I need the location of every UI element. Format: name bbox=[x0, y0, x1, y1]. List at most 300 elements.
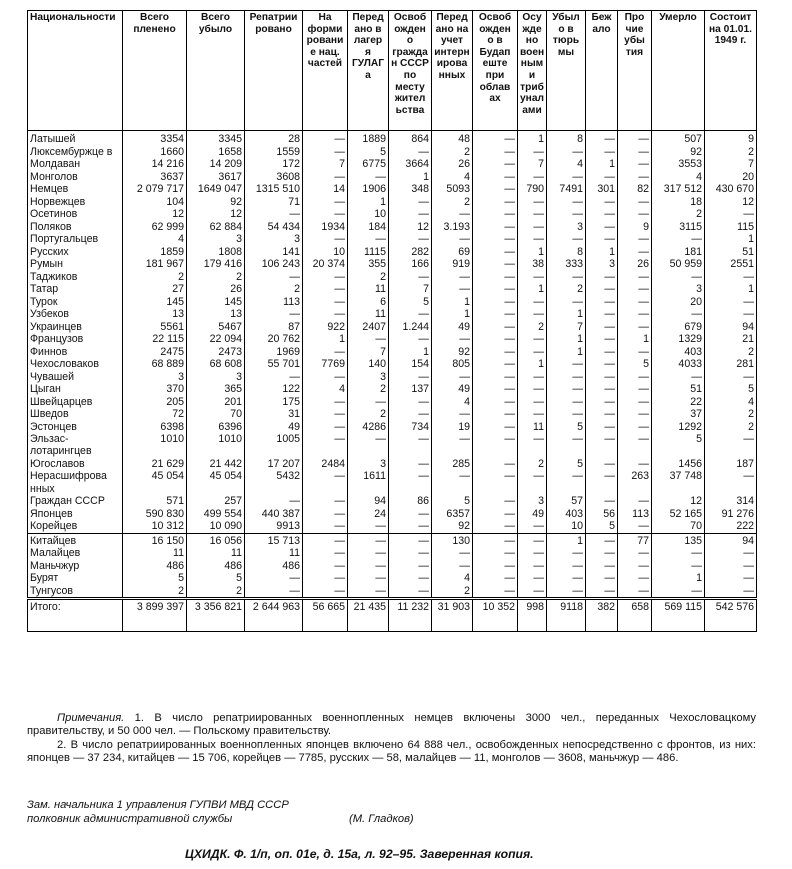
value-cell: 179 416 bbox=[187, 258, 245, 271]
total-value: 542 576 bbox=[705, 599, 757, 632]
nationality-cell: Цыган bbox=[28, 383, 123, 396]
value-cell: 499 554 bbox=[187, 508, 245, 521]
value-cell: — bbox=[473, 308, 518, 321]
value-cell: — bbox=[303, 131, 348, 146]
value-cell: 3 bbox=[348, 458, 389, 471]
value-cell: — bbox=[547, 171, 586, 184]
value-cell: 790 bbox=[518, 183, 547, 196]
table-row bbox=[28, 158, 757, 171]
value-cell: 9 bbox=[705, 131, 757, 146]
value-cell: 145 bbox=[187, 296, 245, 309]
value-cell: 94 bbox=[705, 321, 757, 334]
notes-label: Примечания. bbox=[57, 712, 125, 724]
value-cell: — bbox=[586, 470, 618, 495]
value-cell: 20 762 bbox=[245, 333, 303, 346]
value-cell: 14 216 bbox=[123, 158, 187, 171]
value-cell: 1 bbox=[432, 308, 473, 321]
value-cell: 3637 bbox=[123, 171, 187, 184]
value-cell: 5561 bbox=[123, 321, 187, 334]
value-cell: — bbox=[705, 547, 757, 560]
value-cell: — bbox=[303, 233, 348, 246]
value-cell: 21 629 bbox=[123, 458, 187, 471]
total-value: 9118 bbox=[547, 599, 586, 632]
value-cell: — bbox=[652, 371, 705, 384]
value-cell: 14 bbox=[303, 183, 348, 196]
table-row bbox=[28, 458, 757, 471]
value-cell: 365 bbox=[187, 383, 245, 396]
table-row bbox=[28, 171, 757, 184]
value-cell: — bbox=[586, 346, 618, 359]
value-cell: 3.193 bbox=[432, 221, 473, 234]
value-cell: — bbox=[303, 346, 348, 359]
value-cell: — bbox=[652, 233, 705, 246]
value-cell: — bbox=[348, 547, 389, 560]
total-value: 382 bbox=[586, 599, 618, 632]
value-cell: — bbox=[705, 560, 757, 573]
value-cell: 571 bbox=[123, 495, 187, 508]
nationality-cell: Чехословаков bbox=[28, 358, 123, 371]
value-cell: 5 bbox=[432, 495, 473, 508]
table-row bbox=[28, 560, 757, 573]
value-cell: 440 387 bbox=[245, 508, 303, 521]
value-cell: 2407 bbox=[348, 321, 389, 334]
table-row bbox=[28, 383, 757, 396]
signature-name: (М. Гладков) bbox=[349, 813, 414, 825]
value-cell: — bbox=[389, 233, 432, 246]
value-cell: — bbox=[303, 433, 348, 458]
value-cell: 4 bbox=[432, 572, 473, 585]
value-cell: — bbox=[547, 585, 586, 599]
value-cell: 16 150 bbox=[123, 533, 187, 547]
value-cell: — bbox=[348, 171, 389, 184]
value-cell: 5 bbox=[586, 520, 618, 533]
value-cell: 1 bbox=[348, 196, 389, 209]
value-cell: 12 bbox=[389, 221, 432, 234]
value-cell: 10 090 bbox=[187, 520, 245, 533]
value-cell: 3 bbox=[586, 258, 618, 271]
value-cell: 7 bbox=[389, 283, 432, 296]
value-cell: 77 bbox=[618, 533, 652, 547]
value-cell: 68 608 bbox=[187, 358, 245, 371]
value-cell: — bbox=[586, 271, 618, 284]
table-row bbox=[28, 433, 757, 458]
value-cell: 4 bbox=[303, 383, 348, 396]
value-cell: — bbox=[432, 547, 473, 560]
signature-block bbox=[27, 798, 414, 826]
value-cell: 2551 bbox=[705, 258, 757, 271]
value-cell: — bbox=[303, 396, 348, 409]
value-cell: — bbox=[518, 333, 547, 346]
value-cell: 348 bbox=[389, 183, 432, 196]
value-cell: — bbox=[518, 396, 547, 409]
value-cell: — bbox=[473, 495, 518, 508]
value-cell: — bbox=[518, 585, 547, 599]
value-cell: 106 243 bbox=[245, 258, 303, 271]
value-cell: — bbox=[432, 408, 473, 421]
value-cell: — bbox=[245, 371, 303, 384]
column-header: Беж ало bbox=[586, 11, 618, 131]
notes-section bbox=[27, 712, 756, 766]
table-row bbox=[28, 308, 757, 321]
value-cell: 7 bbox=[303, 158, 348, 171]
total-value: 569 115 bbox=[652, 599, 705, 632]
value-cell: 1 bbox=[303, 333, 348, 346]
value-cell: — bbox=[518, 560, 547, 573]
value-cell: — bbox=[473, 158, 518, 171]
value-cell: — bbox=[432, 560, 473, 573]
value-cell: 281 bbox=[705, 358, 757, 371]
value-cell: — bbox=[389, 146, 432, 159]
value-cell: 5 bbox=[547, 458, 586, 471]
value-cell: — bbox=[473, 433, 518, 458]
value-cell: 679 bbox=[652, 321, 705, 334]
value-cell: 2 bbox=[245, 283, 303, 296]
column-header: Перед ано в лагер я ГУЛАГ а bbox=[348, 11, 389, 131]
nationality-cell: Турок bbox=[28, 296, 123, 309]
value-cell: 104 bbox=[123, 196, 187, 209]
value-cell: — bbox=[547, 433, 586, 458]
value-cell: — bbox=[303, 146, 348, 159]
value-cell: — bbox=[586, 383, 618, 396]
value-cell: 507 bbox=[652, 131, 705, 146]
value-cell: 3 bbox=[348, 371, 389, 384]
column-header: Умерло bbox=[652, 11, 705, 131]
value-cell: 282 bbox=[389, 246, 432, 259]
value-cell: 2 bbox=[432, 146, 473, 159]
value-cell: 145 bbox=[123, 296, 187, 309]
value-cell: — bbox=[518, 371, 547, 384]
note-1-text: 1. В число репатриированных военнопленных немцев включены 3000 чел., переданных Чехословацкому правительству, и 50 000 чел. — Польскому правительству. bbox=[27, 712, 756, 738]
value-cell: 4 bbox=[123, 233, 187, 246]
value-cell: — bbox=[389, 508, 432, 521]
value-cell: 6396 bbox=[187, 421, 245, 434]
value-cell: 57 bbox=[547, 495, 586, 508]
value-cell: 50 959 bbox=[652, 258, 705, 271]
value-cell: — bbox=[389, 408, 432, 421]
value-cell: 12 bbox=[652, 495, 705, 508]
nationality-cell: Таджиков bbox=[28, 271, 123, 284]
value-cell: 1 bbox=[389, 346, 432, 359]
value-cell: 2 bbox=[518, 321, 547, 334]
value-cell: 12 bbox=[705, 196, 757, 209]
value-cell: 2 bbox=[348, 408, 389, 421]
nationality-cell: Латышей bbox=[28, 131, 123, 146]
value-cell: 5 bbox=[618, 358, 652, 371]
value-cell: 7 bbox=[705, 158, 757, 171]
value-cell: 92 bbox=[652, 146, 705, 159]
value-cell: 11 bbox=[348, 283, 389, 296]
value-cell: 6357 bbox=[432, 508, 473, 521]
value-cell: 3664 bbox=[389, 158, 432, 171]
value-cell: — bbox=[303, 470, 348, 495]
value-cell: — bbox=[547, 296, 586, 309]
nationality-cell: Чувашей bbox=[28, 371, 123, 384]
value-cell: 1 bbox=[518, 283, 547, 296]
value-cell: 26 bbox=[432, 158, 473, 171]
value-cell: — bbox=[473, 408, 518, 421]
value-cell: 1010 bbox=[123, 433, 187, 458]
value-cell: — bbox=[547, 358, 586, 371]
value-cell: 3617 bbox=[187, 171, 245, 184]
nationality-cell: Корейцев bbox=[28, 520, 123, 533]
value-cell: 1660 bbox=[123, 146, 187, 159]
value-cell: 205 bbox=[123, 396, 187, 409]
value-cell: — bbox=[518, 408, 547, 421]
total-value: 3 356 821 bbox=[187, 599, 245, 632]
value-cell: 2 bbox=[705, 346, 757, 359]
value-cell: — bbox=[618, 308, 652, 321]
value-cell: 26 bbox=[187, 283, 245, 296]
value-cell: — bbox=[618, 572, 652, 585]
value-cell: 27 bbox=[123, 283, 187, 296]
value-cell: 1 bbox=[518, 358, 547, 371]
total-value: 998 bbox=[518, 599, 547, 632]
value-cell: 3 bbox=[547, 221, 586, 234]
value-cell: — bbox=[518, 146, 547, 159]
value-cell: — bbox=[618, 171, 652, 184]
value-cell: — bbox=[586, 495, 618, 508]
table-header-row bbox=[28, 11, 757, 131]
value-cell: — bbox=[303, 171, 348, 184]
value-cell: 5467 bbox=[187, 321, 245, 334]
value-cell: 1 bbox=[586, 246, 618, 259]
value-cell: — bbox=[547, 196, 586, 209]
value-cell: — bbox=[389, 572, 432, 585]
table-row bbox=[28, 258, 757, 271]
total-value: 2 644 963 bbox=[245, 599, 303, 632]
value-cell: 6398 bbox=[123, 421, 187, 434]
value-cell: — bbox=[473, 283, 518, 296]
value-cell: — bbox=[389, 520, 432, 533]
value-cell: 187 bbox=[705, 458, 757, 471]
value-cell: 2 bbox=[547, 283, 586, 296]
column-header: Национальности bbox=[28, 11, 123, 131]
value-cell: — bbox=[473, 508, 518, 521]
total-label: Итого: bbox=[28, 599, 123, 632]
value-cell: 2 bbox=[348, 383, 389, 396]
value-cell: 18 bbox=[652, 196, 705, 209]
value-cell: — bbox=[618, 585, 652, 599]
value-cell: 2 bbox=[432, 585, 473, 599]
value-cell: 11 bbox=[187, 547, 245, 560]
value-cell: 1 bbox=[518, 131, 547, 146]
value-cell: 4033 bbox=[652, 358, 705, 371]
value-cell: — bbox=[348, 233, 389, 246]
value-cell: 1 bbox=[518, 246, 547, 259]
value-cell: 5 bbox=[187, 572, 245, 585]
value-cell: 1 bbox=[547, 333, 586, 346]
pow-statistics-table bbox=[27, 10, 757, 632]
value-cell: 172 bbox=[245, 158, 303, 171]
value-cell: — bbox=[473, 371, 518, 384]
value-cell: 12 bbox=[123, 208, 187, 221]
value-cell: 7491 bbox=[547, 183, 586, 196]
value-cell: 7769 bbox=[303, 358, 348, 371]
value-cell: 7 bbox=[518, 158, 547, 171]
value-cell: — bbox=[705, 470, 757, 495]
value-cell: — bbox=[473, 183, 518, 196]
value-cell: 9 bbox=[618, 221, 652, 234]
value-cell: — bbox=[618, 371, 652, 384]
value-cell: — bbox=[303, 271, 348, 284]
value-cell: 1.244 bbox=[389, 321, 432, 334]
value-cell: 403 bbox=[547, 508, 586, 521]
value-cell: — bbox=[303, 421, 348, 434]
value-cell: — bbox=[389, 458, 432, 471]
value-cell: — bbox=[705, 433, 757, 458]
archive-reference: ЦХИДК. Ф. 1/п, оп. 01е, д. 15а, л. 92–95. Заверенная копия. bbox=[185, 847, 534, 861]
nationality-cell: Молдаван bbox=[28, 158, 123, 171]
column-header: Про чие убы тия bbox=[618, 11, 652, 131]
value-cell: — bbox=[586, 421, 618, 434]
value-cell: — bbox=[389, 308, 432, 321]
value-cell: — bbox=[245, 208, 303, 221]
nationality-cell: Шведов bbox=[28, 408, 123, 421]
value-cell: 82 bbox=[618, 183, 652, 196]
value-cell: — bbox=[245, 495, 303, 508]
value-cell: — bbox=[618, 396, 652, 409]
value-cell: 11 bbox=[123, 547, 187, 560]
value-cell: — bbox=[473, 547, 518, 560]
value-cell: 92 bbox=[432, 346, 473, 359]
value-cell: 3 bbox=[518, 495, 547, 508]
value-cell: 10 bbox=[348, 208, 389, 221]
value-cell: 864 bbox=[389, 131, 432, 146]
value-cell: 5 bbox=[123, 572, 187, 585]
value-cell: — bbox=[389, 396, 432, 409]
nationality-cell: Швейцарцев bbox=[28, 396, 123, 409]
value-cell: 263 bbox=[618, 470, 652, 495]
value-cell: 486 bbox=[123, 560, 187, 573]
value-cell: — bbox=[432, 208, 473, 221]
value-cell: 49 bbox=[518, 508, 547, 521]
value-cell: 3 bbox=[123, 371, 187, 384]
value-cell: 51 bbox=[652, 383, 705, 396]
value-cell: — bbox=[389, 533, 432, 547]
value-cell: — bbox=[618, 208, 652, 221]
value-cell: 2 bbox=[705, 146, 757, 159]
value-cell: — bbox=[586, 296, 618, 309]
value-cell: 8 bbox=[547, 246, 586, 259]
value-cell: 10 bbox=[303, 246, 348, 259]
value-cell: 21 bbox=[705, 333, 757, 346]
value-cell: — bbox=[547, 572, 586, 585]
value-cell: — bbox=[518, 233, 547, 246]
table-row bbox=[28, 470, 757, 495]
value-cell: 355 bbox=[348, 258, 389, 271]
column-header: Осу жде но воен ным и триб унал ами bbox=[518, 11, 547, 131]
table-row bbox=[28, 271, 757, 284]
note-1 bbox=[27, 712, 756, 739]
value-cell: — bbox=[547, 233, 586, 246]
value-cell: — bbox=[432, 371, 473, 384]
nationality-cell: Югославов bbox=[28, 458, 123, 471]
nationality-cell: Норвежцев bbox=[28, 196, 123, 209]
value-cell: — bbox=[303, 208, 348, 221]
value-cell: — bbox=[389, 333, 432, 346]
value-cell: 3608 bbox=[245, 171, 303, 184]
value-cell: 1889 bbox=[348, 131, 389, 146]
value-cell: 70 bbox=[187, 408, 245, 421]
value-cell: — bbox=[586, 533, 618, 547]
value-cell: — bbox=[303, 283, 348, 296]
value-cell: 94 bbox=[705, 533, 757, 547]
value-cell: 140 bbox=[348, 358, 389, 371]
nationality-cell: Эльзас- лотарингцев bbox=[28, 433, 123, 458]
value-cell: — bbox=[303, 508, 348, 521]
nationality-cell: Татар bbox=[28, 283, 123, 296]
value-cell: 31 bbox=[245, 408, 303, 421]
value-cell: — bbox=[303, 196, 348, 209]
value-cell: 55 701 bbox=[245, 358, 303, 371]
value-cell: 11 bbox=[348, 308, 389, 321]
value-cell: 86 bbox=[389, 495, 432, 508]
value-cell: 11 bbox=[518, 421, 547, 434]
column-header: На форми ровани е нац. частей bbox=[303, 11, 348, 131]
value-cell: — bbox=[518, 221, 547, 234]
signature-rank: полковник административной службы bbox=[27, 813, 233, 825]
value-cell: 51 bbox=[705, 246, 757, 259]
value-cell: 137 bbox=[389, 383, 432, 396]
value-cell: — bbox=[618, 560, 652, 573]
value-cell: — bbox=[473, 383, 518, 396]
value-cell: 5432 bbox=[245, 470, 303, 495]
value-cell: — bbox=[303, 495, 348, 508]
value-cell: 1456 bbox=[652, 458, 705, 471]
value-cell: 5 bbox=[348, 146, 389, 159]
value-cell: — bbox=[705, 585, 757, 599]
value-cell: — bbox=[389, 271, 432, 284]
total-value: 56 665 bbox=[303, 599, 348, 632]
value-cell: 2 bbox=[518, 458, 547, 471]
value-cell: — bbox=[473, 572, 518, 585]
value-cell: 9913 bbox=[245, 520, 303, 533]
value-cell: 5093 bbox=[432, 183, 473, 196]
value-cell: 1315 510 bbox=[245, 183, 303, 196]
value-cell: 5 bbox=[705, 383, 757, 396]
value-cell: — bbox=[547, 408, 586, 421]
value-cell: 3 bbox=[187, 371, 245, 384]
table-row bbox=[28, 296, 757, 309]
value-cell: — bbox=[586, 283, 618, 296]
value-cell: — bbox=[473, 296, 518, 309]
table-row bbox=[28, 495, 757, 508]
table-row bbox=[28, 221, 757, 234]
total-value: 21 435 bbox=[348, 599, 389, 632]
value-cell: — bbox=[303, 547, 348, 560]
value-cell: — bbox=[473, 358, 518, 371]
value-cell: 1 bbox=[618, 333, 652, 346]
table-row bbox=[28, 396, 757, 409]
table-row bbox=[28, 131, 757, 146]
value-cell: — bbox=[303, 585, 348, 599]
value-cell: 12 bbox=[187, 208, 245, 221]
value-cell: 1559 bbox=[245, 146, 303, 159]
value-cell: — bbox=[618, 271, 652, 284]
value-cell: 154 bbox=[389, 358, 432, 371]
value-cell: 17 207 bbox=[245, 458, 303, 471]
value-cell: — bbox=[389, 208, 432, 221]
value-cell: — bbox=[618, 458, 652, 471]
value-cell: 5 bbox=[389, 296, 432, 309]
value-cell: 92 bbox=[187, 196, 245, 209]
value-cell: — bbox=[586, 171, 618, 184]
value-cell: — bbox=[389, 560, 432, 573]
value-cell: 1 bbox=[705, 233, 757, 246]
table-row bbox=[28, 572, 757, 585]
nationality-cell: Португальцев bbox=[28, 233, 123, 246]
value-cell: — bbox=[473, 346, 518, 359]
